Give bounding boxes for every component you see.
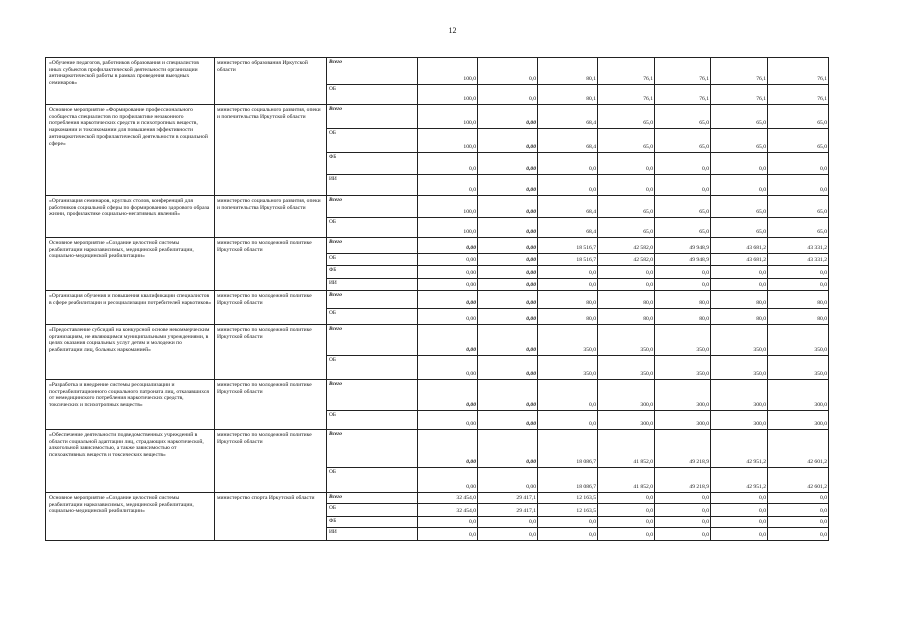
value-cell: 0,00 <box>478 279 538 291</box>
value-cell: 0,0 <box>655 175 711 196</box>
value-cell: 68,4 <box>538 196 598 218</box>
value-cell: 68,4 <box>538 218 598 238</box>
funding-source: ОБ <box>327 309 418 325</box>
value-cell: 65,0 <box>711 218 768 238</box>
item-description: «Организация обучения и повышения квалификации специалистов в сфере реабилитации и ресоциализации потребителей наркотиков» <box>46 291 215 325</box>
value-cell: 43 681,2 <box>711 238 768 254</box>
value-cell: 0,0 <box>768 153 829 175</box>
funding-source: ФБ <box>327 266 418 279</box>
table-row <box>46 58 829 85</box>
value-cell: 80,0 <box>768 291 829 309</box>
value-cell: 65,0 <box>711 105 768 129</box>
value-cell: 0,00 <box>478 380 538 411</box>
value-cell: 0,00 <box>478 153 538 175</box>
value-cell: 80,0 <box>655 291 711 309</box>
value-cell: 49 218,9 <box>655 468 711 493</box>
value-cell: 0,0 <box>478 528 538 541</box>
value-cell: 0,0 <box>598 517 655 528</box>
value-cell: 68,4 <box>538 129 598 153</box>
item-agency: министерство социального развития, опеки и попечительства Иркутской области <box>215 105 327 196</box>
value-cell: 350,0 <box>711 325 768 356</box>
value-cell: 0,00 <box>478 411 538 430</box>
value-cell: 65,0 <box>768 218 829 238</box>
value-cell: 43 331,2 <box>768 254 829 266</box>
table-row <box>46 196 829 218</box>
item-description: Основное мероприятие «Создание целостной системы реабилитации наркозависимых, медицинской реабилитации, социально-медицинской реабилитации» <box>46 238 215 291</box>
value-cell: 80,0 <box>768 309 829 325</box>
value-cell: 0,0 <box>418 175 478 196</box>
table-row <box>46 238 829 254</box>
value-cell: 0,0 <box>711 266 768 279</box>
value-cell: 0,00 <box>418 254 478 266</box>
value-cell: 0,0 <box>538 380 598 411</box>
value-cell: 0,0 <box>655 517 711 528</box>
value-cell: 350,0 <box>768 325 829 356</box>
item-description: Основное мероприятие «Формирование профессионального сообщества специалистов по профилактике незаконного потребления наркотических средств и психотропных веществ, наркомании и токсикомании для повышения эффективности антинаркотической профилактической деятельности в социальной сфере» <box>46 105 215 196</box>
value-cell: 41 852,0 <box>598 468 655 493</box>
value-cell: 350,0 <box>538 325 598 356</box>
item-agency: министерство спорта Иркутской области <box>215 493 327 541</box>
value-cell: 80,1 <box>538 85 598 105</box>
value-cell: 76,1 <box>598 58 655 85</box>
value-cell: 42 601,2 <box>768 430 829 468</box>
value-cell: 12 163,5 <box>538 504 598 517</box>
value-cell: 0,0 <box>538 175 598 196</box>
value-cell: 0,0 <box>418 153 478 175</box>
item-agency: министерство социального развития, опеки и попечительства Иркутской области <box>215 196 327 238</box>
value-cell: 41 852,0 <box>598 430 655 468</box>
value-cell: 0,0 <box>711 517 768 528</box>
item-agency: министерство по молодежной политике Иркутской области <box>215 291 327 325</box>
value-cell: 0,0 <box>768 175 829 196</box>
value-cell: 0,00 <box>478 266 538 279</box>
item-description: «Обучение педагогов, работников образования и специалистов иных субъектов профилактической деятельности организации антинаркотической работы в рамках проведения выездных семинаров» <box>46 58 215 105</box>
value-cell: 300,0 <box>768 411 829 430</box>
value-cell: 0,00 <box>478 468 538 493</box>
funding-source: ОБ <box>327 504 418 517</box>
value-cell: 0,0 <box>655 493 711 504</box>
value-cell: 76,1 <box>655 85 711 105</box>
value-cell: 100,0 <box>418 196 478 218</box>
value-cell: 100,0 <box>418 105 478 129</box>
value-cell: 0,00 <box>478 238 538 254</box>
value-cell: 350,0 <box>538 356 598 380</box>
value-cell: 0,0 <box>711 279 768 291</box>
value-cell: 0,00 <box>418 266 478 279</box>
value-cell: 12 163,5 <box>538 493 598 504</box>
value-cell: 65,0 <box>655 218 711 238</box>
table-row <box>46 380 829 411</box>
value-cell: 76,1 <box>711 58 768 85</box>
budget-table-body <box>46 58 829 541</box>
value-cell: 0,00 <box>418 468 478 493</box>
table-row <box>46 105 829 129</box>
value-cell: 76,1 <box>598 85 655 105</box>
funding-source: ОБ <box>327 85 418 105</box>
table-row <box>46 430 829 468</box>
value-cell: 0,0 <box>711 153 768 175</box>
value-cell: 42 582,0 <box>598 254 655 266</box>
value-cell: 0,00 <box>418 380 478 411</box>
value-cell: 0,00 <box>478 129 538 153</box>
value-cell: 0,00 <box>478 254 538 266</box>
value-cell: 80,0 <box>538 291 598 309</box>
funding-source: ОБ <box>327 356 418 380</box>
value-cell: 0,0 <box>538 411 598 430</box>
value-cell: 65,0 <box>711 196 768 218</box>
value-cell: 68,4 <box>538 105 598 129</box>
value-cell: 0,00 <box>478 218 538 238</box>
value-cell: 350,0 <box>598 356 655 380</box>
item-agency: министерство по молодежной политике Иркутской области <box>215 430 327 493</box>
value-cell: 80,0 <box>598 291 655 309</box>
value-cell: 300,0 <box>711 411 768 430</box>
value-cell: 0,0 <box>478 517 538 528</box>
value-cell: 29 417,1 <box>478 493 538 504</box>
value-cell: 0,0 <box>418 517 478 528</box>
value-cell: 0,0 <box>711 504 768 517</box>
value-cell: 76,1 <box>711 85 768 105</box>
item-agency: министерство образования Иркутской области <box>215 58 327 105</box>
value-cell: 0,00 <box>478 356 538 380</box>
item-description: «Обеспечение деятельности подведомственных учреждений в области социальной адаптации лиц, страдающих наркотической, алкогольной зависимостью, а также зависимостью от психоактивных веществ и токсических веществ» <box>46 430 215 493</box>
value-cell: 0,0 <box>598 279 655 291</box>
value-cell: 0,00 <box>418 279 478 291</box>
value-cell: 0,0 <box>768 504 829 517</box>
value-cell: 0,0 <box>598 175 655 196</box>
value-cell: 42 601,2 <box>768 468 829 493</box>
funding-source: ОБ <box>327 411 418 430</box>
funding-source: Всего <box>327 238 418 254</box>
value-cell: 49 948,9 <box>655 254 711 266</box>
value-cell: 0,0 <box>538 266 598 279</box>
value-cell: 65,0 <box>768 196 829 218</box>
value-cell: 80,0 <box>655 309 711 325</box>
value-cell: 32 454,0 <box>418 493 478 504</box>
funding-source: ФБ <box>327 517 418 528</box>
table-row <box>46 493 829 504</box>
value-cell: 0,0 <box>768 266 829 279</box>
value-cell: 49 948,9 <box>655 238 711 254</box>
value-cell: 0,0 <box>655 266 711 279</box>
value-cell: 43 681,2 <box>711 254 768 266</box>
value-cell: 0,0 <box>768 528 829 541</box>
funding-source: Всего <box>327 291 418 309</box>
value-cell: 80,0 <box>711 291 768 309</box>
value-cell: 0,0 <box>598 153 655 175</box>
value-cell: 0,0 <box>655 528 711 541</box>
item-description: Основное мероприятие «Создание целостной системы реабилитации наркозависимых, медицинской реабилитации, социально-медицинской реабилитации» <box>46 493 215 541</box>
funding-source: ИИ <box>327 528 418 541</box>
funding-source: Всего <box>327 430 418 468</box>
value-cell: 300,0 <box>598 411 655 430</box>
value-cell: 300,0 <box>598 380 655 411</box>
value-cell: 42 582,0 <box>598 238 655 254</box>
value-cell: 0,0 <box>768 493 829 504</box>
funding-source: ОБ <box>327 254 418 266</box>
value-cell: 100,0 <box>418 129 478 153</box>
value-cell: 0,0 <box>711 175 768 196</box>
funding-source: ОБ <box>327 129 418 153</box>
value-cell: 65,0 <box>768 105 829 129</box>
item-agency: министерство по молодежной политике Иркутской области <box>215 238 327 291</box>
value-cell: 65,0 <box>598 218 655 238</box>
value-cell: 76,1 <box>768 58 829 85</box>
page-number: 12 <box>448 26 457 35</box>
value-cell: 18 086,7 <box>538 430 598 468</box>
value-cell: 65,0 <box>711 129 768 153</box>
value-cell: 0,00 <box>418 356 478 380</box>
funding-source: Всего <box>327 105 418 129</box>
value-cell: 0,00 <box>418 430 478 468</box>
value-cell: 80,0 <box>711 309 768 325</box>
value-cell: 0,0 <box>655 279 711 291</box>
value-cell: 49 218,9 <box>655 430 711 468</box>
value-cell: 0,0 <box>711 528 768 541</box>
value-cell: 0,0 <box>538 528 598 541</box>
value-cell: 0,00 <box>418 291 478 309</box>
funding-source: ФБ <box>327 153 418 175</box>
value-cell: 0,0 <box>418 528 478 541</box>
value-cell: 0,00 <box>478 175 538 196</box>
funding-source: Всего <box>327 493 418 504</box>
value-cell: 0,00 <box>478 291 538 309</box>
value-cell: 350,0 <box>655 325 711 356</box>
value-cell: 0,0 <box>598 528 655 541</box>
value-cell: 0,0 <box>598 493 655 504</box>
value-cell: 43 331,2 <box>768 238 829 254</box>
funding-source: ИИ <box>327 279 418 291</box>
value-cell: 100,0 <box>418 58 478 85</box>
budget-table <box>45 57 829 541</box>
value-cell: 300,0 <box>711 380 768 411</box>
funding-source: ОБ <box>327 468 418 493</box>
value-cell: 0,0 <box>478 58 538 85</box>
value-cell: 0,00 <box>478 196 538 218</box>
value-cell: 65,0 <box>598 196 655 218</box>
funding-source: Всего <box>327 196 418 218</box>
value-cell: 80,1 <box>538 58 598 85</box>
funding-source: Всего <box>327 325 418 356</box>
value-cell: 0,0 <box>538 153 598 175</box>
value-cell: 0,0 <box>598 504 655 517</box>
value-cell: 0,0 <box>538 517 598 528</box>
table-row <box>46 291 829 309</box>
value-cell: 0,0 <box>655 153 711 175</box>
value-cell: 0,00 <box>478 325 538 356</box>
value-cell: 76,1 <box>655 58 711 85</box>
value-cell: 0,0 <box>598 266 655 279</box>
value-cell: 65,0 <box>655 105 711 129</box>
value-cell: 0,00 <box>418 309 478 325</box>
value-cell: 350,0 <box>768 356 829 380</box>
table-row <box>46 325 829 356</box>
value-cell: 18 516,7 <box>538 238 598 254</box>
value-cell: 76,1 <box>768 85 829 105</box>
value-cell: 32 454,0 <box>418 504 478 517</box>
value-cell: 350,0 <box>598 325 655 356</box>
value-cell: 18 516,7 <box>538 254 598 266</box>
value-cell: 0,0 <box>655 504 711 517</box>
item-description: «Разработка и внедрение системы ресоциализации и постреабилитационного социального патроната лиц, отказавшихся от немедицинского потребления наркотических средств, токсических и психотропных веществ» <box>46 380 215 430</box>
value-cell: 350,0 <box>655 356 711 380</box>
value-cell: 65,0 <box>598 105 655 129</box>
value-cell: 350,0 <box>711 356 768 380</box>
value-cell: 80,0 <box>598 309 655 325</box>
value-cell: 300,0 <box>768 380 829 411</box>
funding-source: Всего <box>327 58 418 85</box>
value-cell: 0,0 <box>711 493 768 504</box>
item-agency: министерство по молодежной политике Иркутской области <box>215 380 327 430</box>
item-description: «Организация семинаров, круглых столов, конференций для работников социальной сферы по формированию здорового образа жизни, профилактике социально-негативных явлений» <box>46 196 215 238</box>
value-cell: 0,0 <box>478 85 538 105</box>
value-cell: 42 951,2 <box>711 430 768 468</box>
value-cell: 0,00 <box>418 411 478 430</box>
value-cell: 65,0 <box>768 129 829 153</box>
value-cell: 0,00 <box>418 325 478 356</box>
value-cell: 0,0 <box>538 279 598 291</box>
value-cell: 18 086,7 <box>538 468 598 493</box>
value-cell: 100,0 <box>418 218 478 238</box>
value-cell: 0,0 <box>768 517 829 528</box>
value-cell: 42 951,2 <box>711 468 768 493</box>
value-cell: 300,0 <box>655 380 711 411</box>
value-cell: 80,0 <box>538 309 598 325</box>
value-cell: 65,0 <box>598 129 655 153</box>
item-description: «Предоставление субсидий на конкурсной основе некоммерческим организациям, не являющимся муниципальными учреждениями, в целях оказания социальных услуг детям и молодежи по реабилитации лиц, больных наркоманией» <box>46 325 215 380</box>
value-cell: 0,00 <box>478 309 538 325</box>
funding-source: Всего <box>327 380 418 411</box>
value-cell: 0,0 <box>768 279 829 291</box>
funding-source: ИИ <box>327 175 418 196</box>
value-cell: 300,0 <box>655 411 711 430</box>
value-cell: 0,00 <box>478 105 538 129</box>
item-agency: министерство по молодежной политике Иркутской области <box>215 325 327 380</box>
value-cell: 65,0 <box>655 129 711 153</box>
value-cell: 65,0 <box>655 196 711 218</box>
value-cell: 0,00 <box>418 238 478 254</box>
value-cell: 29 417,1 <box>478 504 538 517</box>
funding-source: ОБ <box>327 218 418 238</box>
value-cell: 100,0 <box>418 85 478 105</box>
value-cell: 0,00 <box>478 430 538 468</box>
